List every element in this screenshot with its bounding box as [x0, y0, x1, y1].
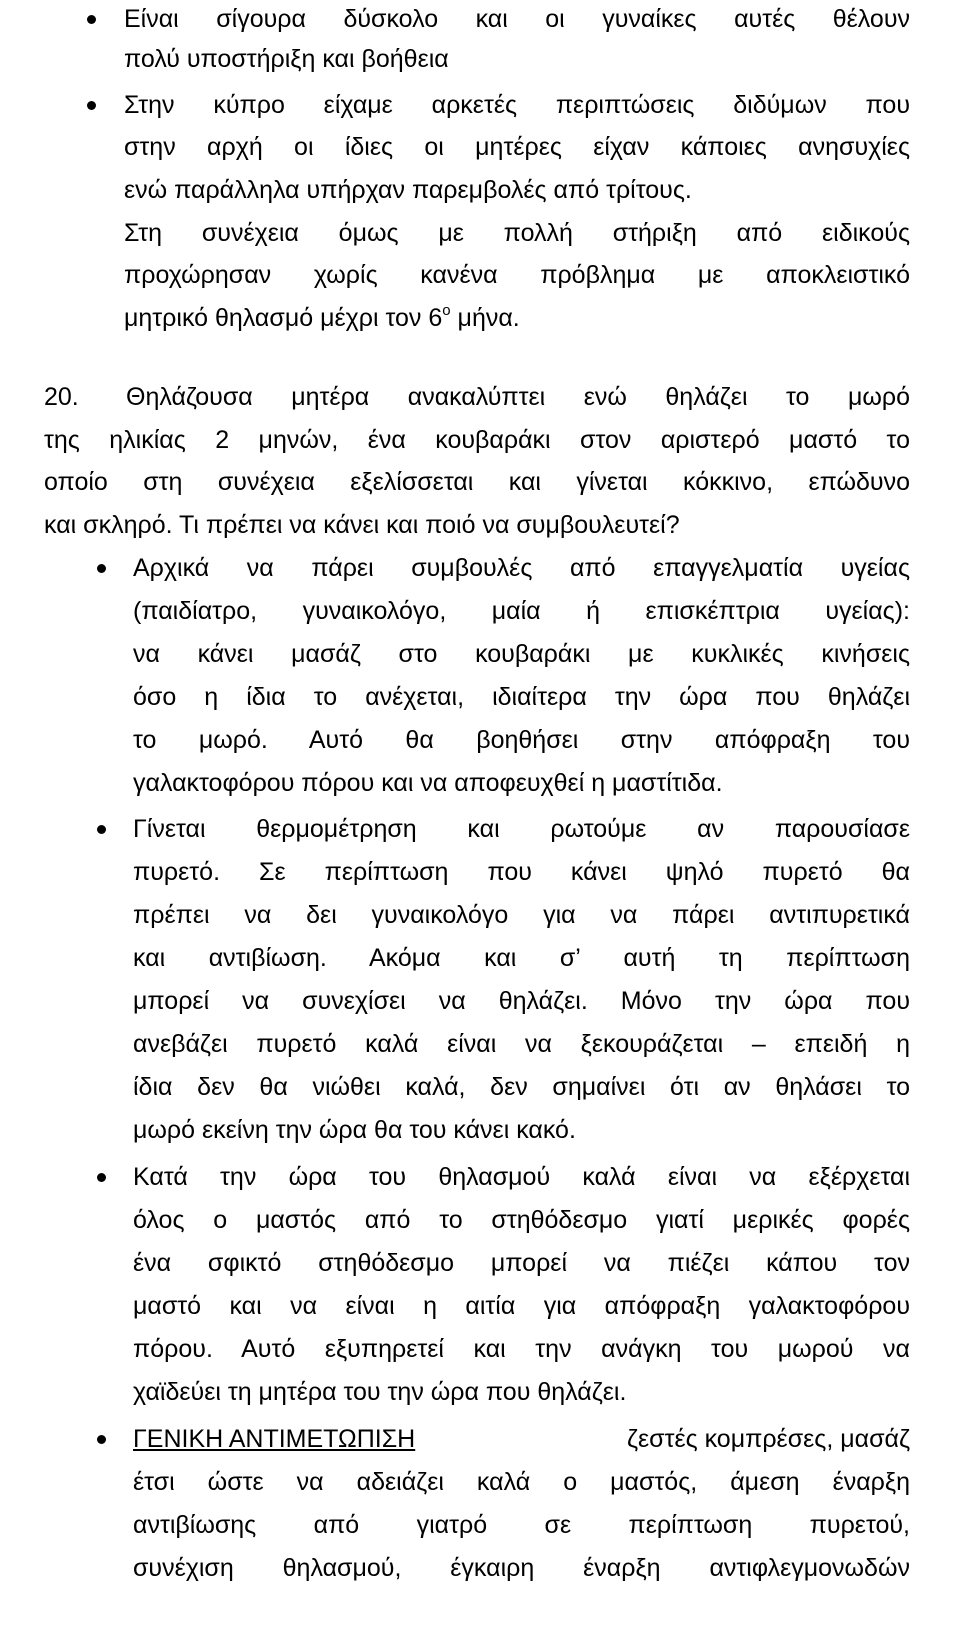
answer-1-line-3: να κάνει μασάζ στο κουβαράκι με κυκλικές κινήσεις [133, 640, 910, 668]
bullet-1-line-1: Είναι σίγουρα δύσκολο και οι γυναίκες αυτές θέλουν [124, 5, 910, 33]
answer-bullet-1 [97, 564, 106, 573]
answer-2-line-8: μωρό εκείνη την ώρα θα του κάνει κακό. [133, 1116, 576, 1144]
answer-2-line-4: και αντιβίωση. Ακόμα και σ’ αυτή τη περίπτωση [133, 944, 910, 972]
answer-1-line-1: Αρχικά να πάρει συμβουλές από επαγγελματία υγείας [133, 554, 910, 582]
bullet-2-line-2: στην αρχή οι ίδιες οι μητέρες είχαν κάποιες ανησυχίες [124, 133, 910, 161]
bullet-2-line-6 [124, 303, 520, 333]
question-number: 20. [44, 383, 79, 411]
answer-2-line-6: ανεβάζει πυρετό καλά είναι να ξεκουράζεται – επειδή η [133, 1030, 910, 1058]
question-line-3: οποίο στη συνέχεια εξελίσσεται και γίνεται κόκκινο, επώδυνο [44, 468, 910, 496]
answer-4-line-3: αντιβίωσης από γιατρό σε περίπτωση πυρετού, [133, 1511, 910, 1539]
answer-3-line-1: Κατά την ώρα του θηλασμού καλά είναι να εξέρχεται [133, 1163, 910, 1191]
answer-1-line-4: όσο η ίδια το ανέχεται, ιδιαίτερα την ώρα που θηλάζει [133, 683, 910, 711]
answer-1-line-6: γαλακτοφόρου πόρου και να αποφευχθεί η μαστίτιδα. [133, 769, 723, 797]
answer-2-line-1: Γίνεται θερμομέτρηση και ρωτούμε αν παρουσίασε [133, 815, 910, 843]
general-treatment-heading: ΓΕΝΙΚΗ ΑΝΤΙΜΕΤΩΠΙΣΗ [133, 1425, 416, 1453]
answer-2-line-2: πυρετό. Σε περίπτωση που κάνει ψηλό πυρετό θα [133, 858, 910, 886]
answer-3-line-6: χαϊδεύει τη μητέρα του την ώρα που θηλάζει. [133, 1378, 627, 1406]
question-line-4: και σκληρό. Τι πρέπει να κάνει και ποιό να συμβουλευτεί? [44, 511, 680, 539]
question-line-1: Θηλάζουσα μητέρα ανακαλύπτει ενώ θηλάζει το μωρό [126, 383, 910, 411]
answer-3-line-5: πόρου. Αυτό εξυπηρετεί και την ανάγκη του μωρού να [133, 1335, 910, 1363]
bullet-2-line-3: ενώ παράλληλα υπήρχαν παρεμβολές από τρίτους. [124, 176, 692, 204]
answer-1-line-2: (παιδίατρο, γυναικολόγο, μαία ή επισκέπτρια υγείας): [133, 597, 910, 625]
bullet-2-line-5: προχώρησαν χωρίς κανένα πρόβλημα με αποκλειστικό [124, 261, 910, 289]
answer-4-line-1 [133, 1424, 910, 1454]
question-line-2: της ηλικίας 2 μηνών, ένα κουβαράκι στον αριστερό μαστό το [44, 426, 910, 454]
answer-4-line-4: συνέχιση θηλασμού, έγκαιρη έναρξη αντιφλεγμονωδών [133, 1554, 910, 1582]
answer-1-line-5: το μωρό. Αυτό θα βοηθήσει στην απόφραξη του [133, 726, 910, 754]
answer-3-line-4: μαστό και να είναι η αιτία για απόφραξη γαλακτοφόρου [133, 1292, 910, 1320]
answer-bullet-4 [97, 1435, 106, 1444]
answer-bullet-3 [97, 1173, 106, 1182]
bullet-2-line-4: Στη συνέχεια όμως με πολλή στήριξη από ειδικούς [124, 219, 910, 247]
answer-4-line-2: έτσι ώστε να αδειάζει καλά ο μαστός, άμεση έναρξη [133, 1468, 910, 1496]
bullet-1-line-2: πολύ υποστήριξη και βοήθεια [124, 45, 449, 73]
answer-3-line-3: ένα σφικτό στηθόδεσμο μπορεί να πιέζει κάπου τον [133, 1249, 910, 1277]
bullet-1 [87, 15, 96, 24]
answer-2-line-5: μπορεί να συνεχίσει να θηλάζει. Μόνο την ώρα που [133, 987, 910, 1015]
answer-2-line-3: πρέπει να δει γυναικολόγο για να πάρει αντιπυρετικά [133, 901, 910, 929]
line-6-end: μήνα. [450, 304, 520, 332]
answer-3-line-2: όλος ο μαστός από το στηθόδεσμο γιατί μερικές φορές [133, 1206, 910, 1234]
line-6-text: μητρικό θηλασμό μέχρι τον 6 [124, 304, 443, 332]
answer-bullet-2 [97, 825, 106, 834]
bullet-2 [87, 101, 96, 110]
ordinal-superscript: ο [442, 302, 451, 319]
answer-4-line-1-rest: ζεστές κομπρέσες, μασάζ [620, 1425, 910, 1453]
answer-2-line-7: ίδια δεν θα νιώθει καλά, δεν σημαίνει ότι αν θηλάσει το [133, 1073, 910, 1101]
bullet-2-line-1: Στην κύπρο είχαμε αρκετές περιπτώσεις διδύμων που [124, 91, 910, 119]
